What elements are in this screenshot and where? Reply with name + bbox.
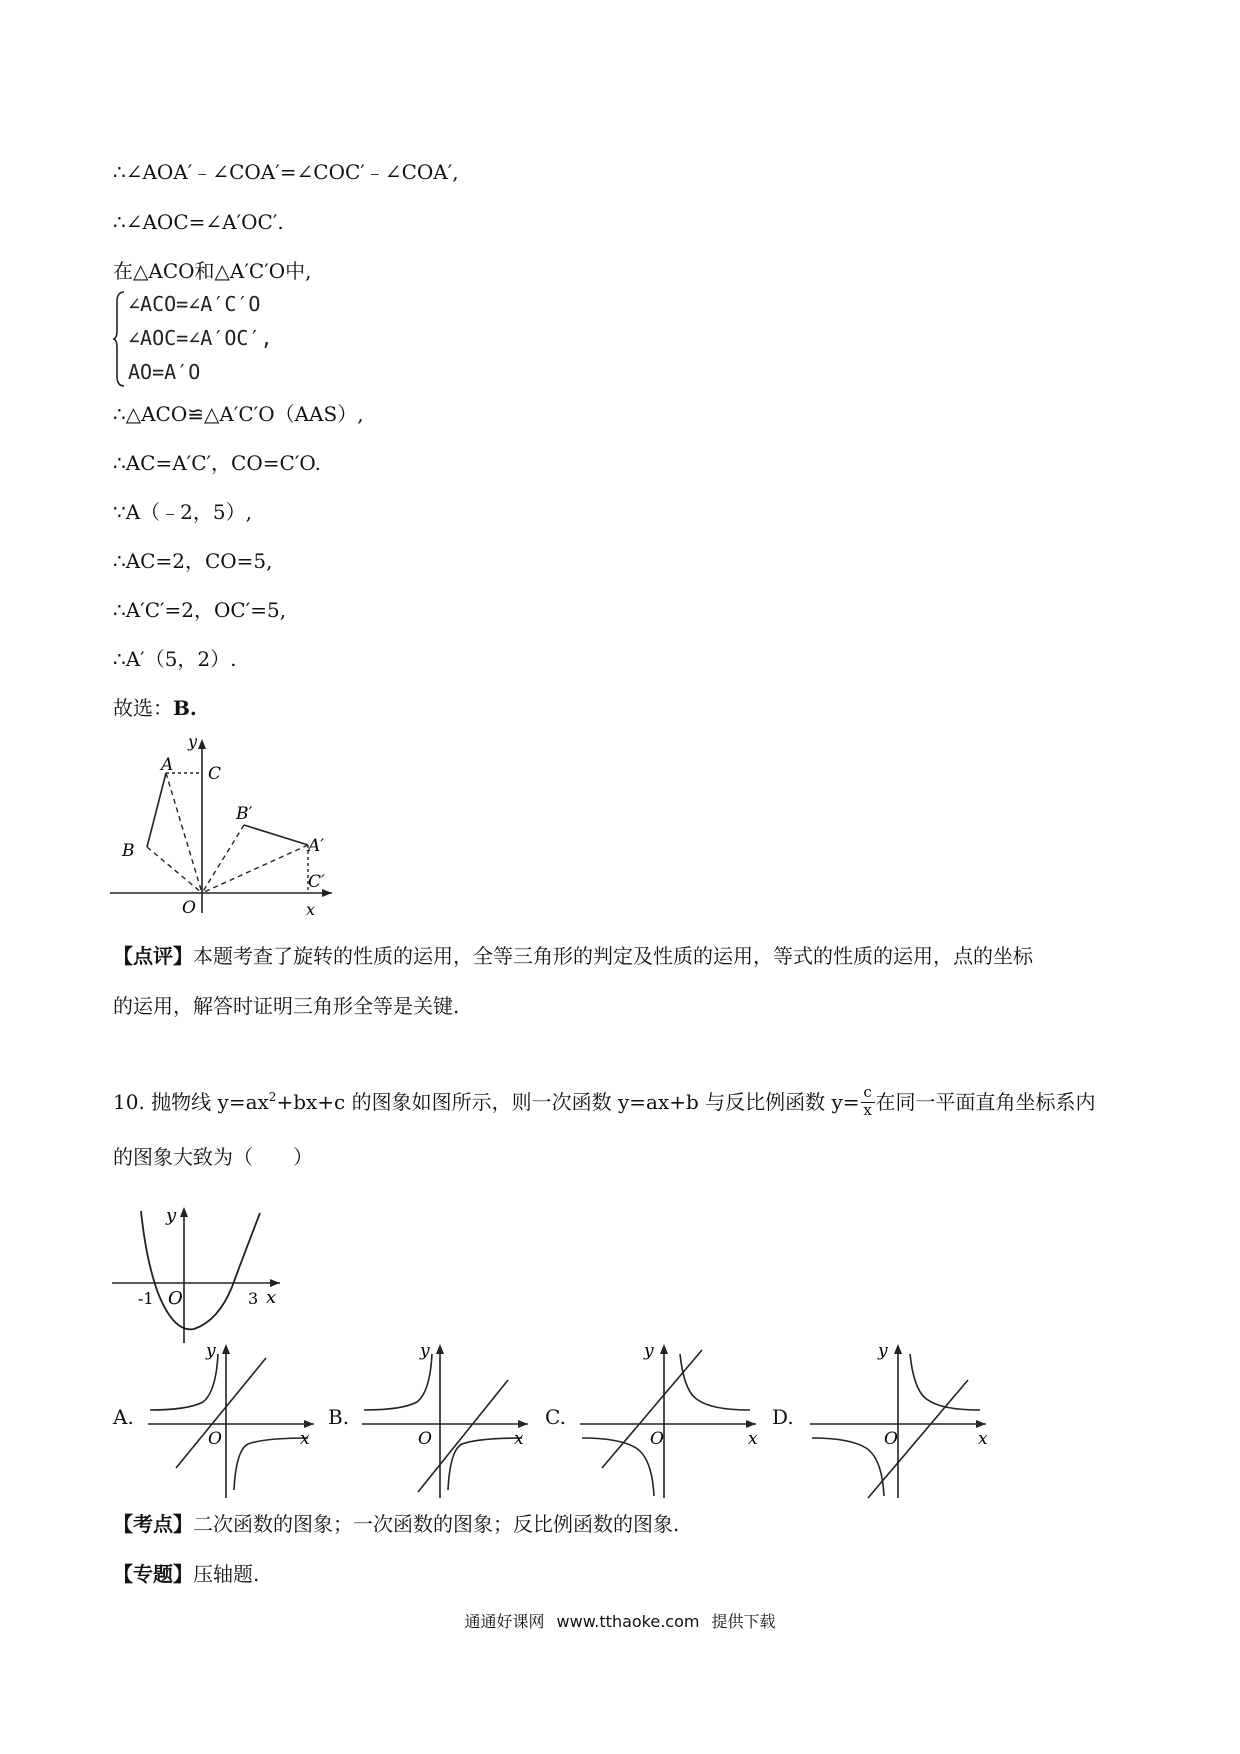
fig1-label-bp: B′	[236, 804, 253, 824]
option-c-label-x: x	[748, 1429, 758, 1449]
option-a-label[interactable]: A.	[113, 1405, 134, 1429]
option-c-graph[interactable]	[580, 1340, 760, 1500]
fig1-label-a: A	[161, 755, 174, 775]
option-c-label[interactable]: C.	[545, 1405, 566, 1429]
fig1-label-cp: C′	[308, 872, 325, 892]
fraction-c-over-x	[860, 1083, 876, 1119]
footer-site: 通通好课网	[464, 1612, 545, 1631]
option-b-label-y: y	[420, 1341, 430, 1361]
proof-line-7: ∴AC=2，CO=5,	[113, 549, 273, 573]
comment-tag: 【点评】	[113, 944, 193, 968]
option-a-label-o: O	[208, 1429, 222, 1449]
fig1-label-b: B	[122, 841, 135, 861]
option-b-label[interactable]: B.	[328, 1405, 350, 1429]
footer-url[interactable]: www.tthaoke.com	[556, 1612, 700, 1631]
fig1-label-o: O	[182, 898, 196, 918]
option-d-label-o: O	[884, 1429, 898, 1449]
option-a-graph[interactable]	[148, 1340, 318, 1500]
question-text-c: 在同一平面直角坐标系内	[875, 1090, 1096, 1114]
kaodian-text: 二次函数的图象；一次函数的图象；反比例函数的图象.	[193, 1512, 680, 1536]
footer-suffix: 提供下载	[711, 1612, 776, 1631]
proof-line-9: ∴A′（5，2）.	[113, 647, 237, 671]
fig1-label-y: y	[188, 735, 198, 751]
fig1-label-x: x	[306, 900, 316, 919]
parabola-label-o: O	[168, 1288, 183, 1309]
option-a-label-y: y	[206, 1341, 216, 1361]
option-d-label-y: y	[878, 1341, 888, 1361]
question-sup: 2	[268, 1090, 277, 1104]
option-d-label-x: x	[978, 1429, 988, 1449]
page-footer	[0, 1609, 1240, 1632]
equation-system	[112, 290, 322, 388]
brace-icon	[112, 290, 126, 388]
proof-line-1: ∴∠AOA′﹣∠COA′=∠COC′﹣∠COA′,	[113, 160, 459, 184]
answer-line	[113, 694, 197, 722]
option-d-label[interactable]: D.	[772, 1405, 794, 1429]
fig1-label-c: C	[208, 764, 222, 784]
frac-den: x	[863, 1101, 872, 1119]
parabola-label-3: 3	[248, 1289, 259, 1308]
answer-label: 故选：	[113, 696, 173, 720]
comment-text-1: 本题考查了旋转的性质的运用，全等三角形的判定及性质的运用，等式的性质的运用，点的坐标	[193, 944, 1033, 968]
option-c-label-o: O	[650, 1429, 664, 1449]
option-d-graph[interactable]	[810, 1340, 990, 1500]
system-row-3: AO=A′O	[128, 360, 201, 384]
question-number: 10.	[113, 1090, 145, 1114]
system-row-2: ∠AOC=∠A′OC′,	[128, 326, 273, 350]
proof-line-8: ∴A′C′=2，OC′=5,	[113, 598, 287, 622]
zhuanti-tag: 【专题】	[113, 1562, 193, 1586]
fig1-label-ap: A′	[308, 836, 325, 856]
question-text-b: +bx+c 的图象如图所示，则一次函数 y=ax+b 与反比例函数 y=	[276, 1090, 860, 1114]
parabola-label-neg1: -1	[138, 1289, 154, 1308]
proof-line-6: ∵A（﹣2，5）,	[113, 500, 252, 524]
parabola-label-y: y	[166, 1205, 177, 1226]
zhuanti-text: 压轴题.	[193, 1562, 260, 1586]
proof-line-2: ∴∠AOC=∠A′OC′.	[113, 210, 284, 234]
proof-line-3: 在△ACO和△A′C′O中,	[113, 259, 312, 283]
rotation-figure	[110, 735, 340, 920]
kaodian-tag: 【考点】	[113, 1512, 193, 1536]
question-line-1	[113, 1083, 1096, 1119]
question-line-2: 的图象大致为（ ）	[113, 1145, 313, 1169]
option-a-label-x: x	[300, 1429, 310, 1449]
parabola-label-x: x	[266, 1287, 277, 1308]
option-b-graph[interactable]	[362, 1340, 532, 1500]
proof-line-4: ∴△ACO≌△A′C′O（AAS）,	[113, 402, 364, 426]
zhuanti-line	[113, 1560, 259, 1588]
system-row-1: ∠ACO=∠A′C′O	[128, 292, 261, 316]
proof-line-5: ∴AC=A′C′，CO=C′O.	[113, 451, 321, 475]
comment-line-2: 的运用，解答时证明三角形全等是关键.	[113, 994, 460, 1018]
option-b-label-x: x	[514, 1429, 524, 1449]
answer-value: B.	[173, 696, 197, 720]
parabola-figure	[108, 1205, 288, 1345]
kaodian-line	[113, 1510, 679, 1538]
comment-line-1	[113, 942, 1033, 970]
option-c-label-y: y	[644, 1341, 654, 1361]
frac-num: c	[863, 1083, 872, 1101]
question-text-a: 抛物线 y=ax	[151, 1090, 269, 1114]
option-b-label-o: O	[418, 1429, 432, 1449]
